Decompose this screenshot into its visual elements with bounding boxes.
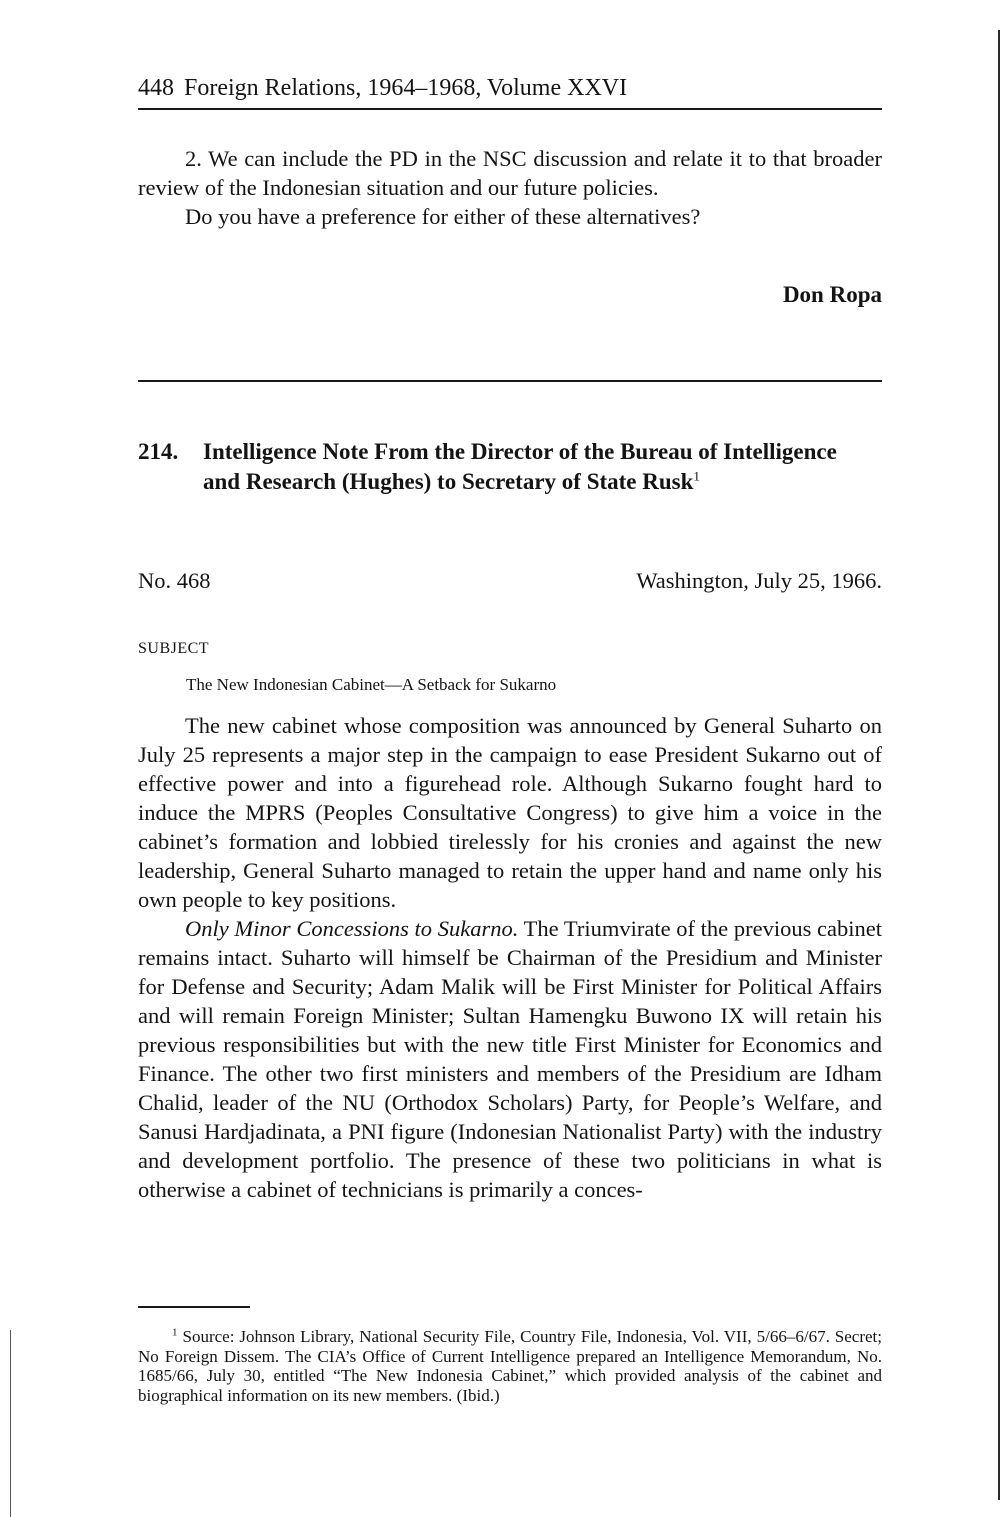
subject-text: The New Indonesian Cabinet—A Setback for Sukarno <box>186 675 557 694</box>
footnote-marker: 1 <box>172 1326 178 1339</box>
document-title <box>203 437 853 497</box>
prior-paragraph: 2. We can include the PD in the NSC discussion and relate it to that broader review of the Indonesian situation and our future policies. <box>138 146 882 200</box>
paragraph-text: The Triumvirate of the previous cabinet remains intact. Suharto will himself be Chairman of the Presidium and Minister for Defense and Security; Adam Malik will be First Minister for Political Affairs and will remain Foreign Minister; Sultan Hamengku Buwono IX will retain his previous responsibilities but with the new title First Minister for Economics and Finance. The other two first ministers and members of the Presidium are Idham Chalid, leader of the NU (Orthodox Scholars) Party, for People’s Welfare, and Sanusi Hardjadinata, a PNI figure (Indonesian Nationalist Party) with the industry and development portfolio. The presence of these two politicians in what is otherwise a cabinet of technicians is primarily a conces- <box>138 916 882 1202</box>
signature: Don Ropa <box>782 282 882 307</box>
section-divider <box>138 380 882 382</box>
footnote-text: Source: Johnson Library, National Security File, Country File, Indonesia, Vol. VII, 5/66–6/67. Secret; No Foreign Dissem. The CIA’s Office of Current Intelligence prepared an Intelligence Memorandum, No. 1685/66, July 30, entitled “The New Indonesia Cabinet,” which provided analysis of the cabinet and biographical information on its new members. (Ibid.) <box>138 1327 883 1405</box>
prior-document-text <box>138 144 882 231</box>
body-paragraph: The new cabinet whose composition was announced by General Suharto on July 25 represents a major step in the campaign to ease President Sukarno out of effective power and into a figurehead role. Although Sukarno fought hard to induce the MPRS (Peoples Consultative Congress) to give him a voice in the cabinet’s formation and lobbied tirelessly for his cronies and against the new leadership, General Suharto managed to retain the upper hand and name only his own people to key positions. <box>138 713 882 912</box>
footnote-rule <box>138 1306 250 1308</box>
document-number: 214. <box>138 439 179 464</box>
place-date: Washington, July 25, 1966. <box>636 568 882 593</box>
body-paragraph <box>138 914 882 1204</box>
document-title-text: Intelligence Note From the Director of the Bureau of Intelligence and Research (Hughes) to Secretary of State Rusk <box>203 439 837 494</box>
volume-title: Foreign Relations, 1964–1968, Volume XXVI <box>184 75 628 101</box>
paragraph-run-in-heading: Only Minor Concessions to Sukarno. <box>185 916 519 941</box>
running-head <box>138 72 882 104</box>
document-serial-number: No. 468 <box>138 568 211 593</box>
header-rule <box>138 108 882 110</box>
prior-paragraph: Do you have a preference for either of these alternatives? <box>185 204 701 229</box>
footnote-reference: 1 <box>693 468 700 484</box>
subject-label: SUBJECT <box>138 640 210 657</box>
document-body <box>138 711 882 1204</box>
footnote <box>138 1327 882 1405</box>
page-number: 448 <box>138 75 174 101</box>
scan-left-edge-line <box>10 1330 11 1517</box>
scan-edge-line <box>998 30 1000 1500</box>
document-heading <box>138 437 882 497</box>
